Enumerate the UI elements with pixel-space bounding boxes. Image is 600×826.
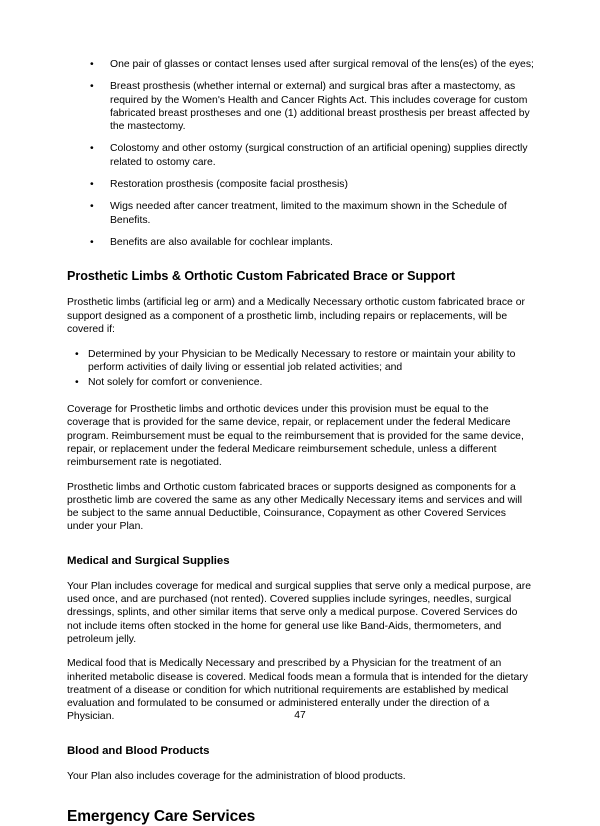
- paragraph-medicare-equivalence: Coverage for Prosthetic limbs and orthotic devices under this provision must be equal to the coverage that is provided for the same device, repair, or replacement under the federal Medicare program. Reimbursement must be equal to the reimbursement that is provided for the same device, repair, or replacement under the federal Medicare reimbursement schedule, unless a different reimbursement rate is negotiated.: [67, 404, 524, 469]
- spacer: [67, 534, 533, 554]
- list-item: [90, 178, 535, 191]
- bullet-icon: •: [90, 236, 94, 248]
- list-item: [75, 376, 533, 389]
- covered-items-list: [67, 58, 538, 249]
- list-item-text: Wigs needed after cancer treatment, limited to the maximum shown in the Schedule of Benefits.: [110, 201, 507, 226]
- list-item-text: Colostomy and other ostomy (surgical construction of an artificial opening) supplies directly related to ostomy care.: [110, 143, 528, 168]
- list-item: [75, 348, 533, 375]
- bullet-icon: •: [75, 349, 79, 361]
- list-item-text: Not solely for comfort or convenience.: [88, 376, 263, 388]
- spacer: [67, 336, 533, 348]
- heading-prosthetic-limbs: Prosthetic Limbs & Orthotic Custom Fabricated Brace or Support: [67, 269, 456, 284]
- list-item-text: One pair of glasses or contact lenses used after surgical removal of the lens(es) of the eyes;: [110, 59, 534, 70]
- spacer: [67, 284, 533, 296]
- list-item: [90, 80, 535, 133]
- paragraph-cost-sharing: Prosthetic limbs and Orthotic custom fabricated braces or supports designed as components for a prosthetic limb are covered the same as any other Medically Necessary items and services and will be subject to the same annual Deductible, Coinsurance, Copayment as other Covered Services under your Plan.: [67, 481, 523, 533]
- heading-medical-surgical-supplies: Medical and Surgical Supplies: [67, 554, 230, 567]
- paragraph-medical-food: Medical food that is Medically Necessary and prescribed by a Physician for the treatment of an inherited metabolic disease is covered. Medical foods mean a formula that is intended for the dietary treatment of a disease or condition for which nutritional requirements are established by medical evaluation and formulated to be consumed or administered enterally under the direction of a Physician.: [67, 658, 528, 723]
- spacer: [67, 390, 533, 403]
- list-item-text: Restoration prosthesis (composite facial prosthesis): [110, 179, 348, 191]
- bullet-icon: •: [90, 81, 94, 93]
- page-number: 47: [294, 710, 306, 721]
- bullet-icon: •: [90, 143, 94, 155]
- bullet-icon: •: [90, 179, 94, 191]
- prosthetic-conditions-list: [67, 348, 533, 389]
- list-item-text: Benefits are also available for cochlear implants.: [110, 236, 333, 248]
- spacer: [67, 758, 533, 770]
- list-item: [90, 200, 535, 227]
- paragraph-supplies: Your Plan includes coverage for medical and surgical supplies that serve only a medical purpose, are used once, and are purchased (not rented). Covered supplies include syringes, needles, surgical dressings, splints, and other similar items that serve only a medical purpose. Covered Services do not include items often stocked in the home for general use like Band-Aids, thermometers, and petroleum jelly.: [67, 580, 531, 645]
- paragraph-blood-products: Your Plan also includes coverage for the administration of blood products.: [67, 770, 406, 782]
- bullet-icon: •: [75, 376, 79, 388]
- heading-emergency-care-services: Emergency Care Services: [67, 807, 256, 825]
- bullet-icon: •: [90, 59, 94, 70]
- list-item: [90, 236, 535, 249]
- bullet-icon: •: [90, 201, 94, 213]
- list-item: [90, 58, 535, 71]
- spacer: [67, 724, 533, 744]
- heading-blood-products: Blood and Blood Products: [67, 744, 210, 757]
- spacer: [67, 783, 533, 807]
- paragraph-prosthetic-intro: Prosthetic limbs (artificial leg or arm) and a Medically Necessary orthotic custom fabricated brace or support designed as a component of a prosthetic limb, including repairs or replacements, will be covered if:: [67, 297, 525, 335]
- list-item-text: Breast prosthesis (whether internal or external) and surgical bras after a mastectomy, as required by the Women's Health and Cancer Rights Act. This includes coverage for custom fabricated breast prostheses and one (1) additional breast prosthesis per breast affected by the mastectomy.: [110, 81, 530, 133]
- spacer: [67, 249, 533, 269]
- spacer: [67, 568, 533, 580]
- list-item: [90, 142, 535, 169]
- list-item-text: Determined by your Physician to be Medically Necessary to restore or maintain your ability to perform activities of daily living or essential job related activities; and: [88, 349, 516, 374]
